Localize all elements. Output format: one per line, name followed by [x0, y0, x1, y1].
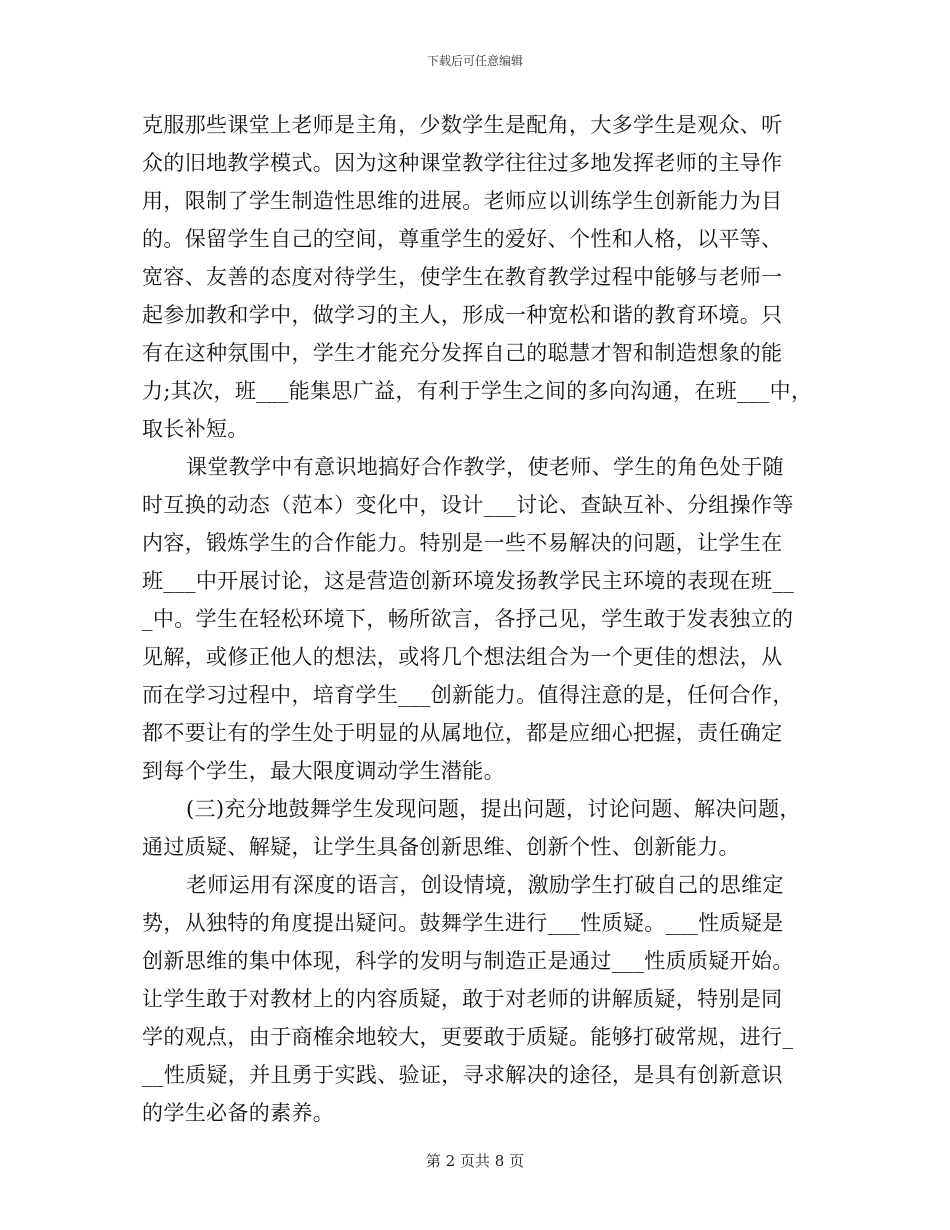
section-heading-line: (三)充分地鼓舞学生发现问题，提出问题，讨论问题、解决问题， — [186, 797, 801, 821]
text-line: 取长补短。 — [142, 417, 249, 441]
text-line: __性质疑，并且勇于实践、验证，寻求解决的途径，是具有创新意识 — [142, 1063, 783, 1087]
text-line: 势，从独特的角度提出疑问。鼓舞学生进行___性质疑。___性质疑是 — [142, 911, 784, 935]
text-line: 众的旧地教学模式。因为这种课堂教学往往过多地发挥老师的主导作 — [142, 151, 783, 175]
text-line: 内容，锻炼学生的合作能力。特别是一些不易解决的问题，让学生在 — [142, 531, 783, 555]
paragraph-first-line: 老师运用有深度的语言，创设情境，激励学生打破自己的思维定 — [186, 873, 784, 897]
text-line: 班___中开展讨论，这是营造创新环境发扬教学民主环境的表现在班__ — [142, 569, 795, 593]
text-line: 而在学习过程中，培育学生___创新能力。值得注意的是，任何合作， — [142, 683, 794, 707]
paragraph-first-line: 课堂教学中有意识地搞好合作教学，使老师、学生的角色处于随 — [186, 455, 784, 479]
text-line: _中。学生在轻松环境下，畅所欲言，各抒己见，学生敢于发表独立的 — [142, 607, 794, 631]
text-line: 时互换的动态（范本）变化中，设计___讨论、查缺互补、分组操作等 — [142, 493, 794, 517]
text-line: 创新思维的集中体现，科学的发明与制造正是通过___性质质疑开始。 — [142, 949, 794, 973]
text-line: 用，限制了学生制造性思维的进展。老师应以训练学生创新能力为目 — [142, 189, 783, 213]
text-line: 力;其次，班___能集思广益，有利于学生之间的多向沟通，在班___中， — [142, 379, 813, 403]
text-line: 见解，或修正他人的想法，或将几个想法组合为一个更佳的想法，从 — [142, 645, 783, 669]
text-line: 的。保留学生自己的空间，尊重学生的爱好、个性和人格，以平等、 — [142, 227, 783, 251]
text-line: 通过质疑、解疑，让学生具备创新思维、创新个性、创新能力。 — [142, 835, 740, 859]
text-line: 学的观点，由于商榷余地较大，更要敢于质疑。能够打破常规，进行_ — [142, 1025, 794, 1049]
text-line: 到每个学生，最大限度调动学生潜能。 — [142, 759, 505, 783]
text-line: 都不要让有的学生处于明显的从属地位，都是应细心把握，责任确定 — [142, 721, 783, 745]
text-line: 克服那些课堂上老师是主角，少数学生是配角，大多学生是观众、听 — [142, 113, 783, 137]
text-line: 的学生必备的素养。 — [142, 1101, 335, 1125]
text-line: 起参加教和学中，做学习的主人，形成一种宽松和谐的教育环境。只 — [142, 303, 783, 327]
document-body — [142, 106, 813, 1132]
page-header: 下载后可任意编辑 — [426, 54, 523, 68]
text-line: 有在这种氛围中，学生才能充分发挥自己的聪慧才智和制造想象的能 — [142, 341, 783, 365]
text-line: 宽容、友善的态度对待学生，使学生在教育教学过程中能够与老师一 — [142, 265, 783, 289]
page-number: 第 2 页共 8 页 — [425, 1152, 525, 1170]
text-line: 让学生敢于对教材上的内容质疑，敢于对老师的讲解质疑，特别是同 — [142, 987, 783, 1011]
